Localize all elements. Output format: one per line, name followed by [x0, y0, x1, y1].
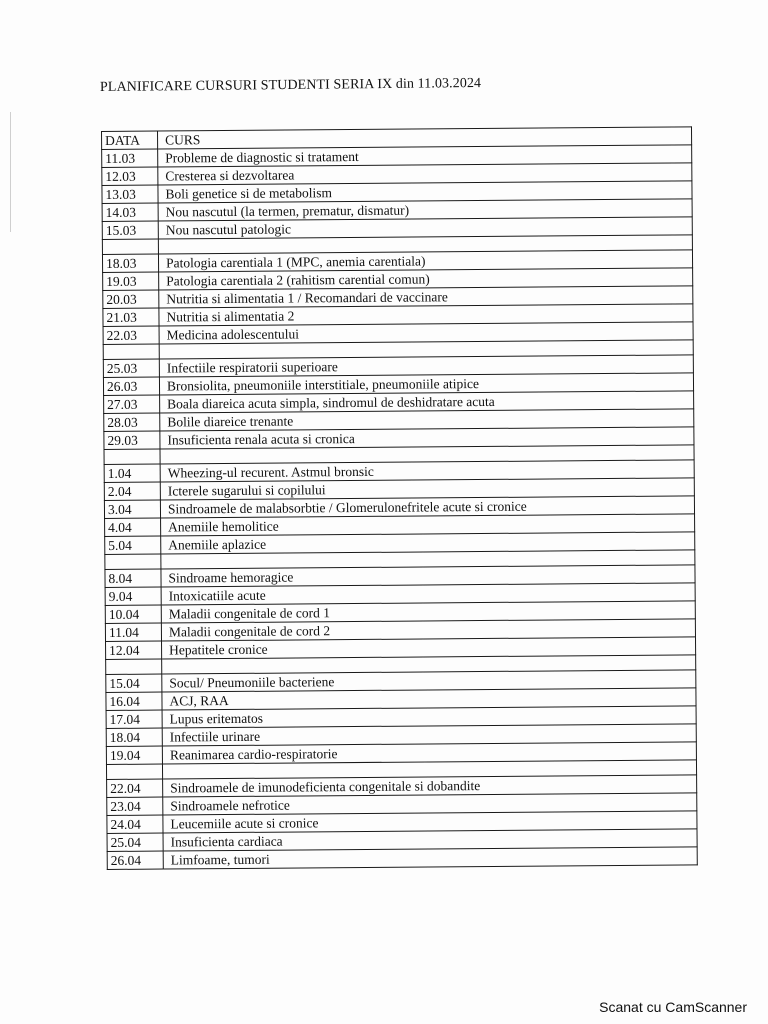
row-course: Probleme de diagnostic si tratament [158, 145, 692, 167]
row-date [105, 554, 161, 569]
row-course: Patologia carentiala 2 (rahitism carential comun) [159, 268, 693, 290]
row-date: 12.04 [106, 641, 162, 659]
row-course: Cresterea si dezvoltarea [158, 163, 692, 185]
row-course: Sindroamele de malabsorbtie / Glomerulonefritele acute si cronice [160, 496, 694, 518]
row-date [102, 239, 158, 254]
row-course: Intoxicatiile acute [161, 583, 695, 605]
row-date: 10.04 [105, 605, 161, 623]
row-date: 18.04 [106, 728, 162, 746]
row-date: 16.04 [106, 692, 162, 710]
row-date [106, 659, 162, 674]
row-date: 3.04 [104, 500, 160, 518]
row-course: ACJ, RAA [162, 688, 696, 710]
row-date: 22.03 [103, 326, 159, 344]
row-course: Medicina adolescentului [159, 322, 693, 344]
row-date: 9.04 [105, 587, 161, 605]
row-course: Nutritia si alimentatia 2 [159, 304, 693, 326]
row-course: Insuficienta renala acuta si cronica [160, 427, 694, 449]
row-date: 15.04 [106, 674, 162, 692]
row-date: 4.04 [105, 518, 161, 536]
row-date: 26.04 [107, 851, 163, 869]
row-date: 1.04 [104, 464, 160, 482]
row-course: Maladii congenitale de cord 2 [161, 619, 695, 641]
row-course: Sindroamele de imunodeficienta congenitale si dobandite [163, 775, 697, 797]
row-course: Sindroame hemoragice [161, 565, 695, 587]
row-course: Reanimarea cardio-respiratorie [162, 742, 696, 764]
row-date: 28.03 [104, 413, 160, 431]
row-course: Icterele sugarului si copilului [160, 478, 694, 500]
row-date: 18.03 [102, 254, 158, 272]
row-course: Nou nascutul patologic [158, 217, 692, 239]
date-column-header: DATA [102, 131, 158, 149]
row-date: 29.03 [104, 431, 160, 449]
row-date: 27.03 [104, 395, 160, 413]
schedule-body [102, 145, 698, 870]
row-date: 8.04 [105, 569, 161, 587]
row-date: 21.03 [103, 308, 159, 326]
camscanner-watermark: Scanat cu CamScanner [599, 999, 747, 1015]
row-date [104, 449, 160, 464]
course-column-header: CURS [158, 127, 692, 149]
row-course: Insuficienta cardiaca [163, 829, 697, 851]
row-course: Nutritia si alimentatia 1 / Recomandari de vaccinare [159, 286, 693, 308]
row-date: 20.03 [103, 290, 159, 308]
row-course: Nou nascutul (la termen, prematur, dismatur) [158, 199, 692, 221]
row-course: Boala diareica acuta simpla, sindromul de deshidratare acuta [160, 391, 694, 413]
document-title: PLANIFICARE CURSURI STUDENTI SERIA IX din 11.03.2024 [99, 76, 482, 95]
row-course: Boli genetice si de metabolism [158, 181, 692, 203]
row-date: 14.03 [102, 203, 158, 221]
row-date: 5.04 [105, 536, 161, 554]
row-date: 25.03 [103, 359, 159, 377]
row-date: 24.04 [107, 815, 163, 833]
row-course: Bronsiolita, pneumoniile interstitiale, pneumoniile atipice [159, 373, 693, 395]
row-date: 19.03 [103, 272, 159, 290]
row-date: 11.03 [102, 149, 158, 167]
row-course: Bolile diareice trenante [160, 409, 694, 431]
row-date: 17.04 [106, 710, 162, 728]
row-course: Lupus eritematos [162, 706, 696, 728]
row-date: 19.04 [106, 746, 162, 764]
course-schedule [101, 126, 698, 870]
row-date: 13.03 [102, 185, 158, 203]
row-date: 26.03 [103, 377, 159, 395]
row-date [103, 344, 159, 359]
row-date: 22.04 [107, 779, 163, 797]
row-course: Hepatitele cronice [162, 637, 696, 659]
row-course: Maladii congenitale de cord 1 [161, 601, 695, 623]
scan-edge-mark [10, 112, 11, 232]
row-date: 23.04 [107, 797, 163, 815]
row-date [106, 764, 162, 779]
row-date: 2.04 [104, 482, 160, 500]
row-course: Leucemiile acute si cronice [163, 811, 697, 833]
row-date: 12.03 [102, 167, 158, 185]
row-date: 15.03 [102, 221, 158, 239]
row-course: Wheezing-ul recurent. Astmul bronsic [160, 460, 694, 482]
row-course: Anemiile hemolitice [161, 514, 695, 536]
row-course: Limfoame, tumori [163, 847, 697, 869]
row-course: Patologia carentiala 1 (MPC, anemia carentiala) [158, 250, 692, 272]
row-date: 25.04 [107, 833, 163, 851]
row-course: Anemiile aplazice [161, 532, 695, 554]
row-course: Socul/ Pneumoniile bacteriene [162, 670, 696, 692]
row-course: Sindroamele nefrotice [163, 793, 697, 815]
row-date: 11.04 [105, 623, 161, 641]
row-course: Infectiile urinare [162, 724, 696, 746]
row-course: Infectiile respiratorii superioare [159, 355, 693, 377]
schedule-table [101, 126, 698, 870]
